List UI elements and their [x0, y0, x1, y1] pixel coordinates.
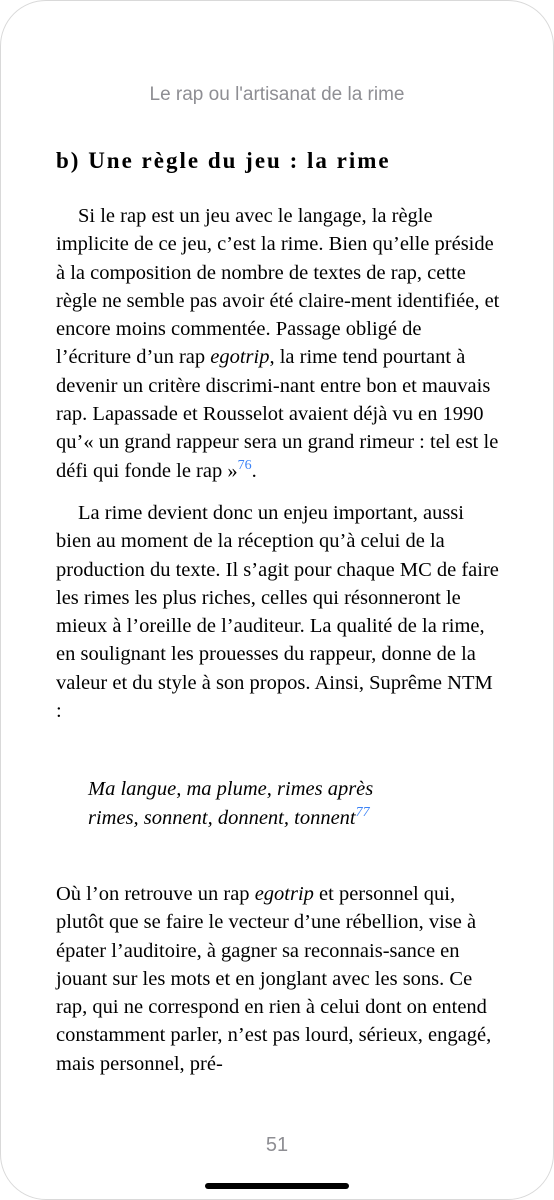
section-heading: b) Une règle du jeu : la rime	[56, 148, 391, 173]
paragraph-3-emphasis: egotrip	[254, 882, 314, 905]
block-quote	[88, 775, 500, 832]
paragraph-2: La rime devient donc un enjeu important, aussi bien au moment de la réception qu’à celui de la production du texte. Il s’agit pour chaque MC de faire les rimes les plus riches, celles qui résonneront le mieux à l’oreille de l’auditeur. La qualité de la rime, en soulignant les prouesses du rappeur, donne de la valeur et du style à son propos. Ainsi, Suprême NTM :	[56, 501, 499, 723]
paragraph-3-text-b: et personnel qui, plutôt que se faire le vecteur d’une rébellion, vise à épater l’auditoire, à gagner sa reconnais-sance en jouant sur les mots et en jonglant avec les sons. Ce rap, qui ne correspond en rien à celui dont on entend constamment parler, n’est pas lourd, sérieux, engagé, mais personnel, pré-	[56, 882, 492, 1075]
running-head: Le rap ou l'artisanat de la rime	[149, 84, 405, 105]
paragraph-3-text-a: Où l’on retrouve un rap	[56, 882, 255, 905]
paragraph-1	[56, 202, 500, 485]
quote-line-1: Ma langue, ma plume, rimes après	[88, 778, 374, 801]
paragraph-3	[56, 880, 500, 1078]
page-content	[56, 146, 500, 1092]
page-number: 51	[265, 1134, 289, 1156]
paragraph-1-text-a: Si le rap est un jeu avec le langage, la règle implicite de ce jeu, c’est la rime. Bien qu’elle préside à la composition de nombre de textes de rap, cette règle ne semble pas avoir été claire-ment identifiée, et encore moins commentée. Passage obligé de l’écriture d’un rap	[56, 205, 500, 369]
paragraph-1-emphasis: egotrip	[210, 346, 270, 369]
quote-line-2-text: rimes, sonnent, donnent, tonnent	[88, 806, 356, 829]
paragraph-1-text-c: .	[251, 459, 257, 482]
footnote-ref-76[interactable]: 76	[237, 457, 252, 473]
footnote-ref-77[interactable]: 77	[355, 804, 370, 820]
quote-line-2	[88, 804, 500, 832]
paragraph-1-text-b: , la rime tend pourtant à devenir un critère discrimi-nant entre bon et mauvais rap. Lapassade et Rousselot avaient déjà vu en 1990 qu’« un grand rappeur sera un grand rimeur : tel est le défi qui fonde le rap »	[56, 346, 499, 482]
home-indicator[interactable]	[205, 1183, 349, 1189]
